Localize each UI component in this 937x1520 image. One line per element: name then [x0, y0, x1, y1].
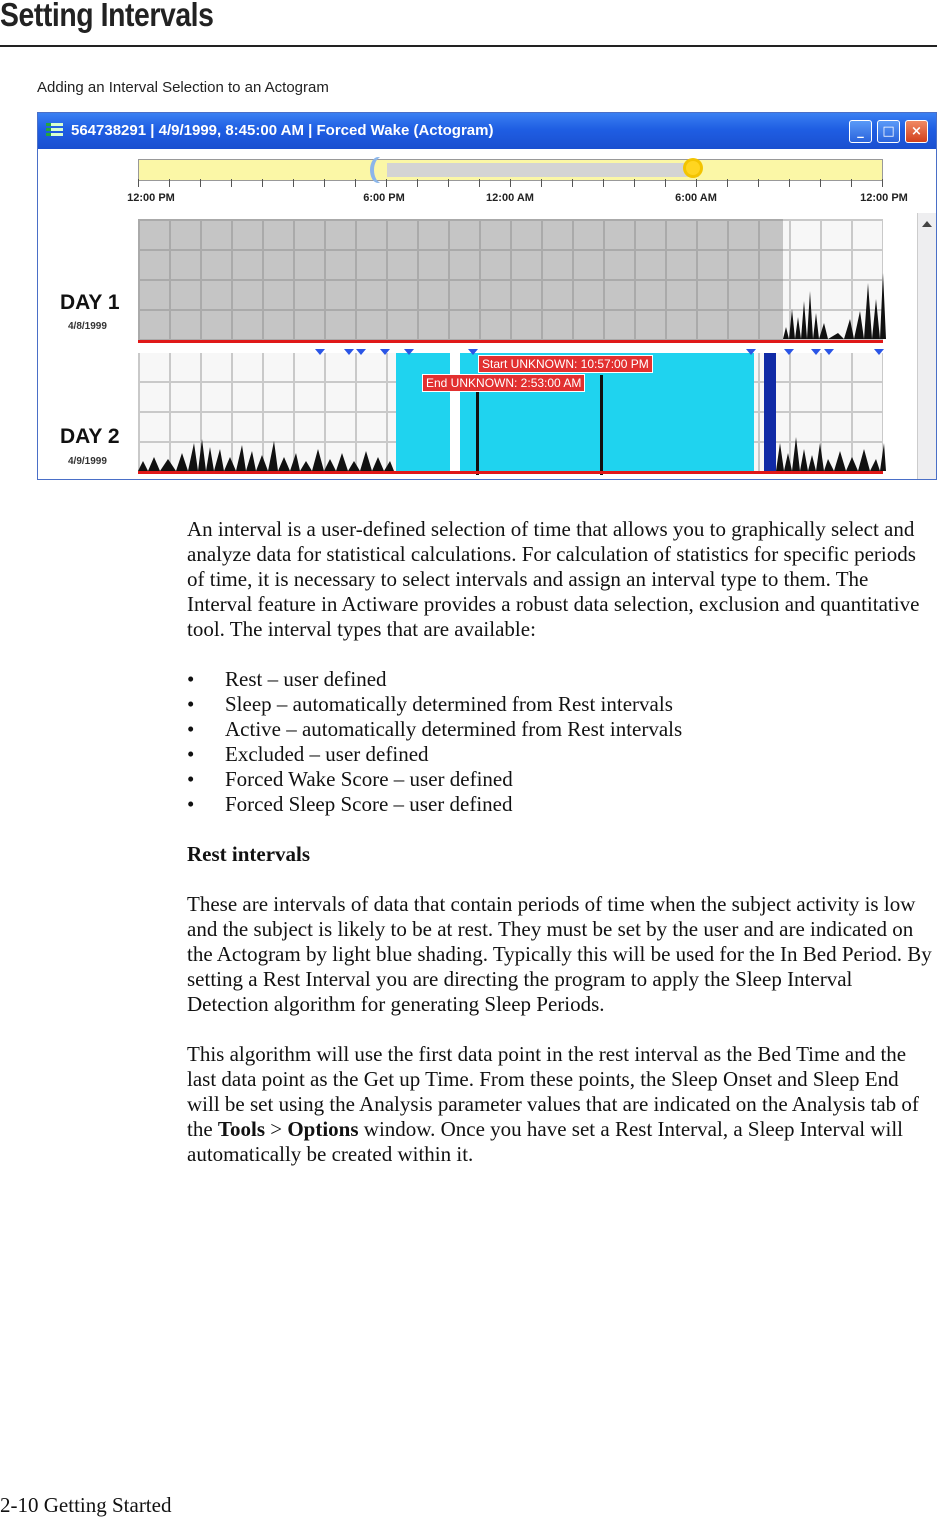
list-item: • Sleep – automatically determined from Rest intervals	[187, 692, 682, 717]
section-heading: Rest intervals	[187, 842, 311, 866]
list-item: • Rest – user defined	[187, 667, 682, 692]
scroll-up-icon[interactable]	[922, 221, 932, 227]
rest-intervals-paragraph: These are intervals of data that contain periods of time when the subject activity is low and the subject is likely to be at rest. They must be set by the user and are indicated on the Actogram by light blue shading. Typically this will be used for the In Bed Period. By setting a Rest Interval you are directing the program to apply the Sleep Interval Detection algorithm for generating Sleep Periods.	[187, 892, 932, 1016]
menu-separator: >	[265, 1117, 288, 1141]
vertical-scrollbar[interactable]	[917, 213, 936, 480]
interval-marker-icon[interactable]	[784, 349, 794, 355]
interval-marker-icon[interactable]	[404, 349, 414, 355]
start-time-tag: Start UNKNOWN: 10:57:00 PM	[478, 355, 653, 373]
time-label: 12:00 PM	[860, 192, 908, 204]
list-item: • Excluded – user defined	[187, 742, 682, 767]
title-rule	[0, 45, 937, 47]
page-title: Setting Intervals	[0, 0, 214, 33]
end-time-tag: End UNKNOWN: 2:53:00 AM	[422, 374, 585, 392]
time-label: 6:00 PM	[363, 192, 405, 204]
intro-paragraph: An interval is a user-defined selection of time that allows you to graphically select and analyze data for statistical calculations. For calculation of statistics for specific periods of time, it is necessary to select intervals and assign an interval type to them. The Interval feature in Actiware provides a robust data selection, exclusion and quantitative tool. The interval types that are available:	[187, 517, 920, 641]
tools-menu-ref: Tools	[217, 1117, 265, 1141]
algorithm-paragraph	[187, 1042, 932, 1167]
day-1-label: DAY 1	[60, 291, 120, 314]
interval-marker-icon[interactable]	[315, 349, 325, 355]
day-2-activity-trace	[38, 113, 937, 480]
interval-marker-icon[interactable]	[824, 349, 834, 355]
list-item: • Forced Wake Score – user defined	[187, 767, 682, 792]
day-2-baseline	[138, 471, 883, 474]
interval-marker-icon[interactable]	[380, 349, 390, 355]
interval-marker-icon[interactable]	[746, 349, 756, 355]
interval-marker-icon[interactable]	[468, 349, 478, 355]
close-button[interactable]: ×	[905, 120, 928, 143]
list-item: • Active – automatically determined from Rest intervals	[187, 717, 682, 742]
actogram-window-screenshot	[37, 112, 937, 480]
interval-marker-icon[interactable]	[811, 349, 821, 355]
page-footer: 2-10 Getting Started	[0, 1493, 172, 1517]
time-label: 12:00 PM	[127, 192, 175, 204]
figure-caption: Adding an Interval Selection to an Actogram	[37, 79, 329, 96]
minimize-button[interactable]: _	[849, 120, 872, 143]
window-title: 564738291 | 4/9/1999, 8:45:00 AM | Forced Wake (Actogram)	[71, 122, 494, 139]
interval-marker-icon[interactable]	[356, 349, 366, 355]
options-menu-ref: Options	[287, 1117, 359, 1141]
day-2-label: DAY 2	[60, 425, 120, 448]
list-item: • Forced Sleep Score – user defined	[187, 792, 682, 817]
day-2-date: 4/9/1999	[68, 456, 107, 467]
algorithm-text: This algorithm will use the first data point in the rest interval as the Bed Time and the last data point as the Get up Time. From these points, the Sleep Onset and Sleep End will be set using the Analysis parameter values that are indicated on the Analysis tab of the	[187, 1042, 919, 1141]
day-1-date: 4/8/1999	[68, 321, 107, 332]
algorithm-text-end: window. Once you have set a Rest Interval, a Sleep Interval will automatically be created within it.	[187, 1117, 904, 1166]
time-label: 12:00 AM	[486, 192, 534, 204]
maximize-button[interactable]: □	[877, 120, 900, 143]
interval-marker-icon[interactable]	[874, 349, 884, 355]
interval-type-list	[187, 667, 682, 817]
time-label: 6:00 AM	[675, 192, 717, 204]
interval-marker-icon[interactable]	[344, 349, 354, 355]
